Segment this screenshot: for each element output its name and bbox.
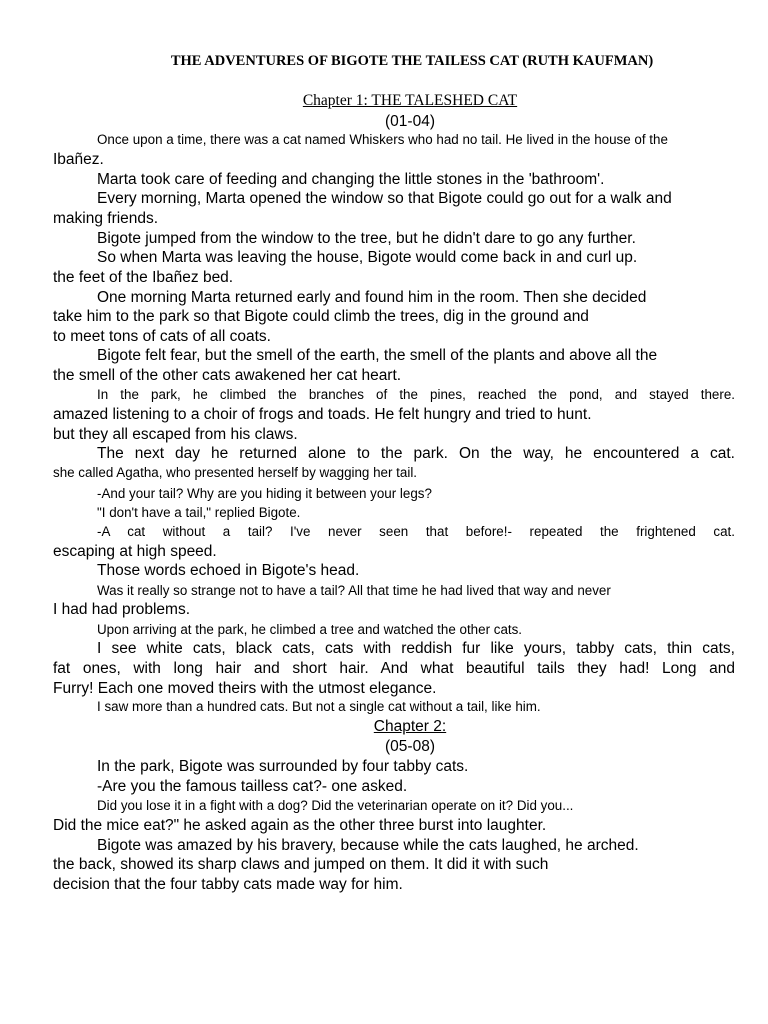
paragraph-line: decision that the four tabby cats made way for him. (53, 876, 403, 893)
paragraph-line: making friends. (53, 210, 159, 227)
paragraph-line: Those words echoed in Bigote's head. (97, 562, 360, 579)
paragraph-line: escaping at high speed. (53, 543, 217, 560)
paragraph-line: the back, showed its sharp claws and jumped on them. It did it with such (53, 856, 549, 873)
paragraph-line: Bigote jumped from the window to the tree, but he didn't dare to go any further. (97, 230, 636, 247)
paragraph-line: Bigote was amazed by his bravery, because while the cats laughed, he arched. (97, 837, 639, 854)
paragraph-line: One morning Marta returned early and found him in the room. Then she decided (97, 289, 647, 306)
paragraph-line: Upon arriving at the park, he climbed a tree and watched the other cats. (97, 622, 523, 637)
paragraph-line: "I don't have a tail," replied Bigote. (97, 505, 301, 520)
paragraph-line: but they all escaped from his claws. (53, 426, 298, 443)
paragraph-line: So when Marta was leaving the house, Bigote would come back in and curl up. (97, 249, 638, 266)
paragraph-line: Did the mice eat?" he asked again as the other three burst into laughter. (53, 817, 547, 834)
paragraph-line: Marta took care of feeding and changing the little stones in the 'bathroom'. (97, 171, 605, 188)
paragraph-line: Ibañez. (53, 151, 104, 168)
chapter-2-heading: Chapter 2: (373, 718, 447, 735)
paragraph-line: In the park, he climbed the branches of the pines, reached the pond, and stayed there. (97, 387, 735, 402)
paragraph-line: I saw more than a hundred cats. But not a single cat without a tail, like him. (97, 699, 541, 714)
chapter-1-heading: Chapter 1: THE TALESHED CAT (302, 92, 518, 109)
paragraph-line: Bigote felt fear, but the smell of the earth, the smell of the plants and above all the (97, 347, 658, 364)
paragraph-line: take him to the park so that Bigote could climb the trees, dig in the ground and (53, 308, 589, 325)
paragraph-line: the smell of the other cats awakened her cat heart. (53, 367, 402, 384)
paragraph-line: she called Agatha, who presented herself by wagging her tail. (53, 465, 418, 480)
paragraph-line: Furry! Each one moved theirs with the utmost elegance. (53, 680, 437, 697)
paragraph-line: I see white cats, black cats, cats with reddish fur like yours, tabby cats, thin cats, (97, 640, 735, 657)
chapter-1-range: (01-04) (385, 113, 435, 130)
paragraph-line: -Are you the famous tailless cat?- one asked. (97, 778, 408, 795)
paragraph-line: Once upon a time, there was a cat named Whiskers who had no tail. He lived in the house of the (97, 132, 668, 147)
paragraph-line: -And your tail? Why are you hiding it between your legs? (97, 486, 432, 501)
paragraph-line: I had had problems. (53, 601, 191, 618)
document-title: THE ADVENTURES OF BIGOTE THE TAILESS CAT (RUTH KAUFMAN) (170, 53, 654, 69)
chapter-2-range: (05-08) (385, 738, 435, 755)
paragraph-line: The next day he returned alone to the park. On the way, he encountered a cat. (97, 445, 735, 462)
paragraph-line: Every morning, Marta opened the window so that Bigote could go out for a walk and (97, 190, 672, 207)
paragraph-line: the feet of the Ibañez bed. (53, 269, 234, 286)
paragraph-line: to meet tons of cats of all coats. (53, 328, 271, 345)
paragraph-line: Did you lose it in a fight with a dog? Did the veterinarian operate on it? Did you... (97, 798, 574, 813)
paragraph-line: amazed listening to a choir of frogs and toads. He felt hungry and tried to hunt. (53, 406, 592, 423)
paragraph-line: fat ones, with long hair and short hair. And what beautiful tails they had! Long and (53, 660, 735, 677)
paragraph-line: In the park, Bigote was surrounded by four tabby cats. (97, 758, 469, 775)
paragraph-line: -A cat without a tail? I've never seen that before!- repeated the frightened cat. (97, 524, 735, 539)
paragraph-line: Was it really so strange not to have a tail? All that time he had lived that way and never (97, 583, 611, 598)
